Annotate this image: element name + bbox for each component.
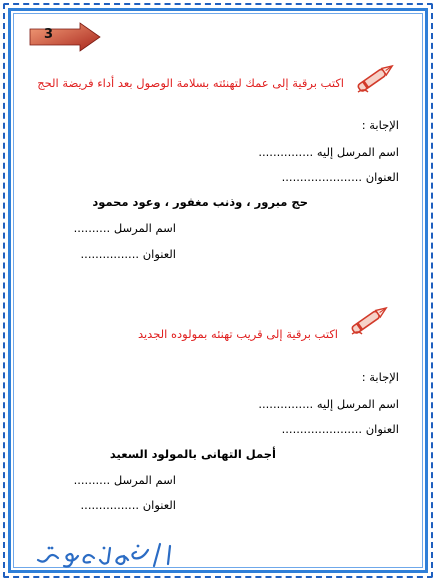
section1-sender-address-row: [81, 247, 176, 261]
section1-sender-label: اسم المرسل: [113, 221, 176, 235]
arrow-badge-icon: [28, 22, 102, 52]
section1-address-dots: ......................: [281, 170, 363, 184]
section1-instruction: اكتب برقية إلى عمك لتهنئته بسلامة الوصول بعد أداء فريضة الحج: [37, 76, 344, 90]
section2-sender-label: اسم المرسل: [113, 473, 176, 487]
page-number: 3: [44, 27, 54, 42]
section1-sender-address-label: العنوان: [142, 247, 176, 261]
section1-message: حج مبرور ، وذنب مغفور ، وعود محمود: [92, 195, 308, 209]
section1-sender-address-dots: ................: [80, 247, 140, 261]
section2-recipient-row: [258, 397, 399, 411]
section2-address-dots: ......................: [281, 422, 363, 436]
section2-message: أجمل التهانى بالمولود السعيد: [109, 447, 276, 461]
section2-sender-address-dots: ................: [80, 498, 140, 512]
section2-recipient-label: اسم المرسل إليه: [316, 397, 399, 411]
section2-sender-address-row: [81, 498, 176, 512]
pen-icon: [346, 300, 392, 340]
section2-address-row: [282, 422, 399, 436]
section1-recipient-dots: ...............: [258, 145, 314, 159]
pen-icon: [352, 58, 398, 98]
section2-instruction: اكتب برقية إلى قريب تهنئه بمولوده الجديد: [137, 327, 338, 341]
section1-sender-dots: ..........: [73, 221, 111, 235]
section2-sender-address-label: العنوان: [142, 498, 176, 512]
section1-recipient-row: [258, 145, 399, 159]
section1-recipient-label: اسم المرسل إليه: [316, 145, 399, 159]
signature: [30, 540, 180, 570]
section1-address-label: العنوان: [365, 170, 399, 184]
section2-sender-dots: ..........: [73, 473, 111, 487]
section1-answer-label: الإجابة :: [361, 118, 399, 132]
section1-sender-row: [74, 221, 176, 235]
section2-answer-label: الإجابة :: [361, 370, 399, 384]
section1-address-row: [282, 170, 399, 184]
section2-recipient-dots: ...............: [258, 397, 314, 411]
section2-sender-row: [74, 473, 176, 487]
section2-address-label: العنوان: [365, 422, 399, 436]
